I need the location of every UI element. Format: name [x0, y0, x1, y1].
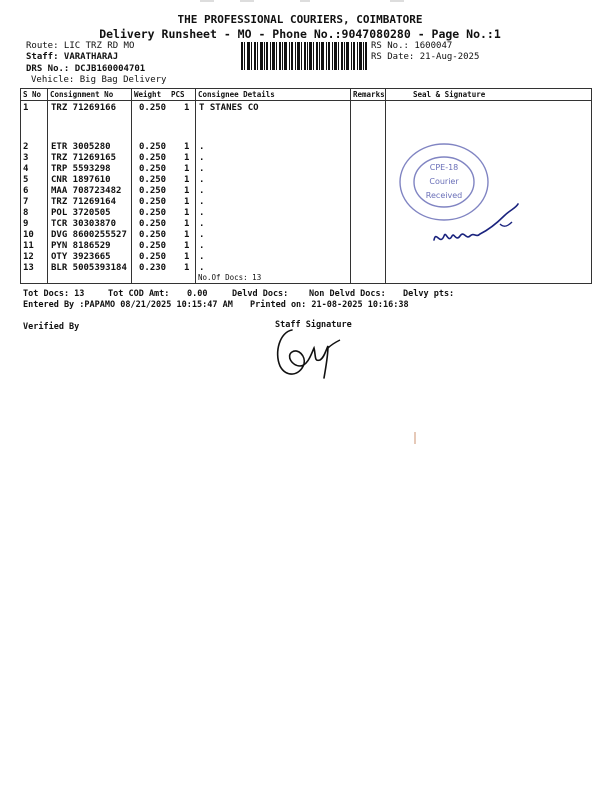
staff-signature — [270, 322, 350, 380]
row-weight: 0.250 — [139, 142, 167, 152]
scan-mark — [200, 0, 214, 2]
header-seal: Seal & Signature — [413, 90, 486, 99]
row-consignment: TRZ 71269164 — [51, 197, 117, 207]
scan-mark — [240, 0, 254, 2]
col-divider — [47, 89, 48, 283]
delivery-points: Delvy pts: — [403, 289, 455, 299]
row-weight: 0.250 — [139, 241, 167, 251]
row-pcs: 1 — [184, 252, 190, 262]
row-sno: 7 — [23, 197, 29, 207]
staff-text: Staff: VARATHARAJ — [26, 52, 119, 62]
row-weight: 0.250 — [139, 103, 167, 113]
row-pcs: 1 — [184, 103, 190, 113]
header-sno: S No — [23, 90, 42, 99]
row-consignment: TCR 30303870 — [51, 219, 117, 229]
rs-date: RS Date: 21-Aug-2025 — [371, 52, 480, 62]
barcode-image — [241, 42, 367, 70]
row-consignee: T STANES CO — [199, 103, 259, 113]
row-weight: 0.250 — [139, 153, 167, 163]
drs-number: DRS No.: DCJB160004701 — [26, 64, 146, 74]
col-divider — [131, 89, 132, 283]
header-pcs: PCS — [171, 90, 185, 99]
runsheet-subtitle: Delivery Runsheet - MO - Phone No.:9047080280 - Page No.:1 — [99, 27, 501, 41]
row-weight: 0.250 — [139, 175, 167, 185]
row-weight: 0.250 — [139, 230, 167, 240]
row-pcs: 1 — [184, 153, 190, 163]
total-cod-value: 0.00 — [187, 289, 208, 299]
row-consignee: . — [199, 175, 205, 185]
row-pcs: 1 — [184, 241, 190, 251]
vehicle-text: Vehicle: Big Bag Delivery — [31, 75, 167, 85]
row-sno: 5 — [23, 175, 29, 185]
row-consignee: . — [199, 197, 205, 207]
row-sno: 9 — [23, 219, 29, 229]
row-consignment: PYN 8186529 — [51, 241, 111, 251]
row-pcs: 1 — [184, 164, 190, 174]
col-divider — [350, 89, 351, 283]
row-consignment: TRZ 71269166 — [51, 103, 117, 113]
row-consignee: . — [199, 208, 205, 218]
header-remarks: Remarks — [353, 90, 385, 99]
row-pcs: 1 — [184, 219, 190, 229]
total-cod-label: Tot COD Amt: — [108, 289, 170, 299]
printed-on: Printed on: 21-08-2025 10:16:38 — [250, 300, 409, 310]
row-sno: 3 — [23, 153, 29, 163]
row-pcs: 1 — [184, 186, 190, 196]
row-pcs: 1 — [184, 230, 190, 240]
header-consignment: Consignment No — [50, 90, 114, 99]
row-weight: 0.250 — [139, 219, 167, 229]
non-delivered-docs: Non Delvd Docs: — [309, 289, 386, 299]
row-consignee: . — [199, 153, 205, 163]
row-weight: 0.250 — [139, 186, 167, 196]
row-consignee: . — [199, 241, 205, 251]
row-consignment: ETR 3005280 — [51, 142, 111, 152]
row-consignee: . — [199, 186, 205, 196]
row-weight: 0.230 — [139, 263, 167, 273]
row-consignment: CNR 1897610 — [51, 175, 111, 185]
row-weight: 0.250 — [139, 208, 167, 218]
row-consignment: POL 3720505 — [51, 208, 111, 218]
row-weight: 0.250 — [139, 197, 167, 207]
col-divider — [385, 89, 386, 283]
row-weight: 0.250 — [139, 164, 167, 174]
scan-mark — [300, 0, 310, 2]
row-sno: 13 — [23, 263, 34, 273]
staff-signature-label: Staff Signature — [275, 320, 352, 330]
col-divider — [195, 89, 196, 283]
row-consignee: . — [199, 230, 205, 240]
row-consignee: . — [199, 164, 205, 174]
scan-mark — [390, 0, 404, 2]
row-consignment: MAA 708723482 — [51, 186, 122, 196]
row-sno: 11 — [23, 241, 34, 251]
verified-by: Verified By — [23, 322, 80, 332]
row-weight: 0.250 — [139, 252, 167, 262]
header-weight: Weight — [134, 90, 162, 99]
row-sno: 6 — [23, 186, 29, 196]
row-consignee: . — [199, 263, 205, 273]
row-sno: 8 — [23, 208, 29, 218]
row-sno: 12 — [23, 252, 34, 262]
row-pcs: 1 — [184, 142, 190, 152]
delivered-docs: Delvd Docs: — [232, 289, 289, 299]
rs-number: RS No.: 1600047 — [371, 41, 453, 51]
receiver-signature — [430, 200, 522, 252]
total-docs: Tot Docs: 13 — [23, 289, 85, 299]
row-consignment: TRP 5593298 — [51, 164, 111, 174]
row-pcs: 1 — [184, 208, 190, 218]
row-pcs: 1 — [184, 197, 190, 207]
row-sno: 1 — [23, 103, 29, 113]
row-pcs: 1 — [184, 175, 190, 185]
row-pcs: 1 — [184, 263, 190, 273]
row-consignment: DVG 8600255527 — [51, 230, 127, 240]
row-consignment: TRZ 71269165 — [51, 153, 117, 163]
header-divider — [21, 100, 591, 101]
stamp-line2: Courier — [429, 177, 459, 186]
entered-by: Entered By :PAPAMO 08/21/2025 10:15:47 AM — [23, 300, 233, 310]
row-consignee: . — [199, 142, 205, 152]
row-sno: 10 — [23, 230, 34, 240]
row-consignment: BLR 5005393184 — [51, 263, 127, 273]
stamp-line3: Received — [425, 191, 463, 200]
row-sno: 4 — [23, 164, 29, 174]
no-of-docs: No.Of Docs: 13 — [198, 273, 262, 282]
stamp-line1: CPE-18 — [429, 163, 459, 172]
row-sno: 2 — [23, 142, 29, 152]
row-consignee: . — [199, 252, 205, 262]
company-title: THE PROFESSIONAL COURIERS, COIMBATORE — [177, 13, 423, 26]
scan-speck — [414, 432, 416, 444]
row-consignment: OTY 3923665 — [51, 252, 111, 262]
route-text: Route: LIC TRZ RD MO — [26, 41, 135, 51]
runsheet-table — [20, 88, 592, 284]
row-consignee: . — [199, 219, 205, 229]
header-consignee: Consignee Details — [198, 90, 275, 99]
